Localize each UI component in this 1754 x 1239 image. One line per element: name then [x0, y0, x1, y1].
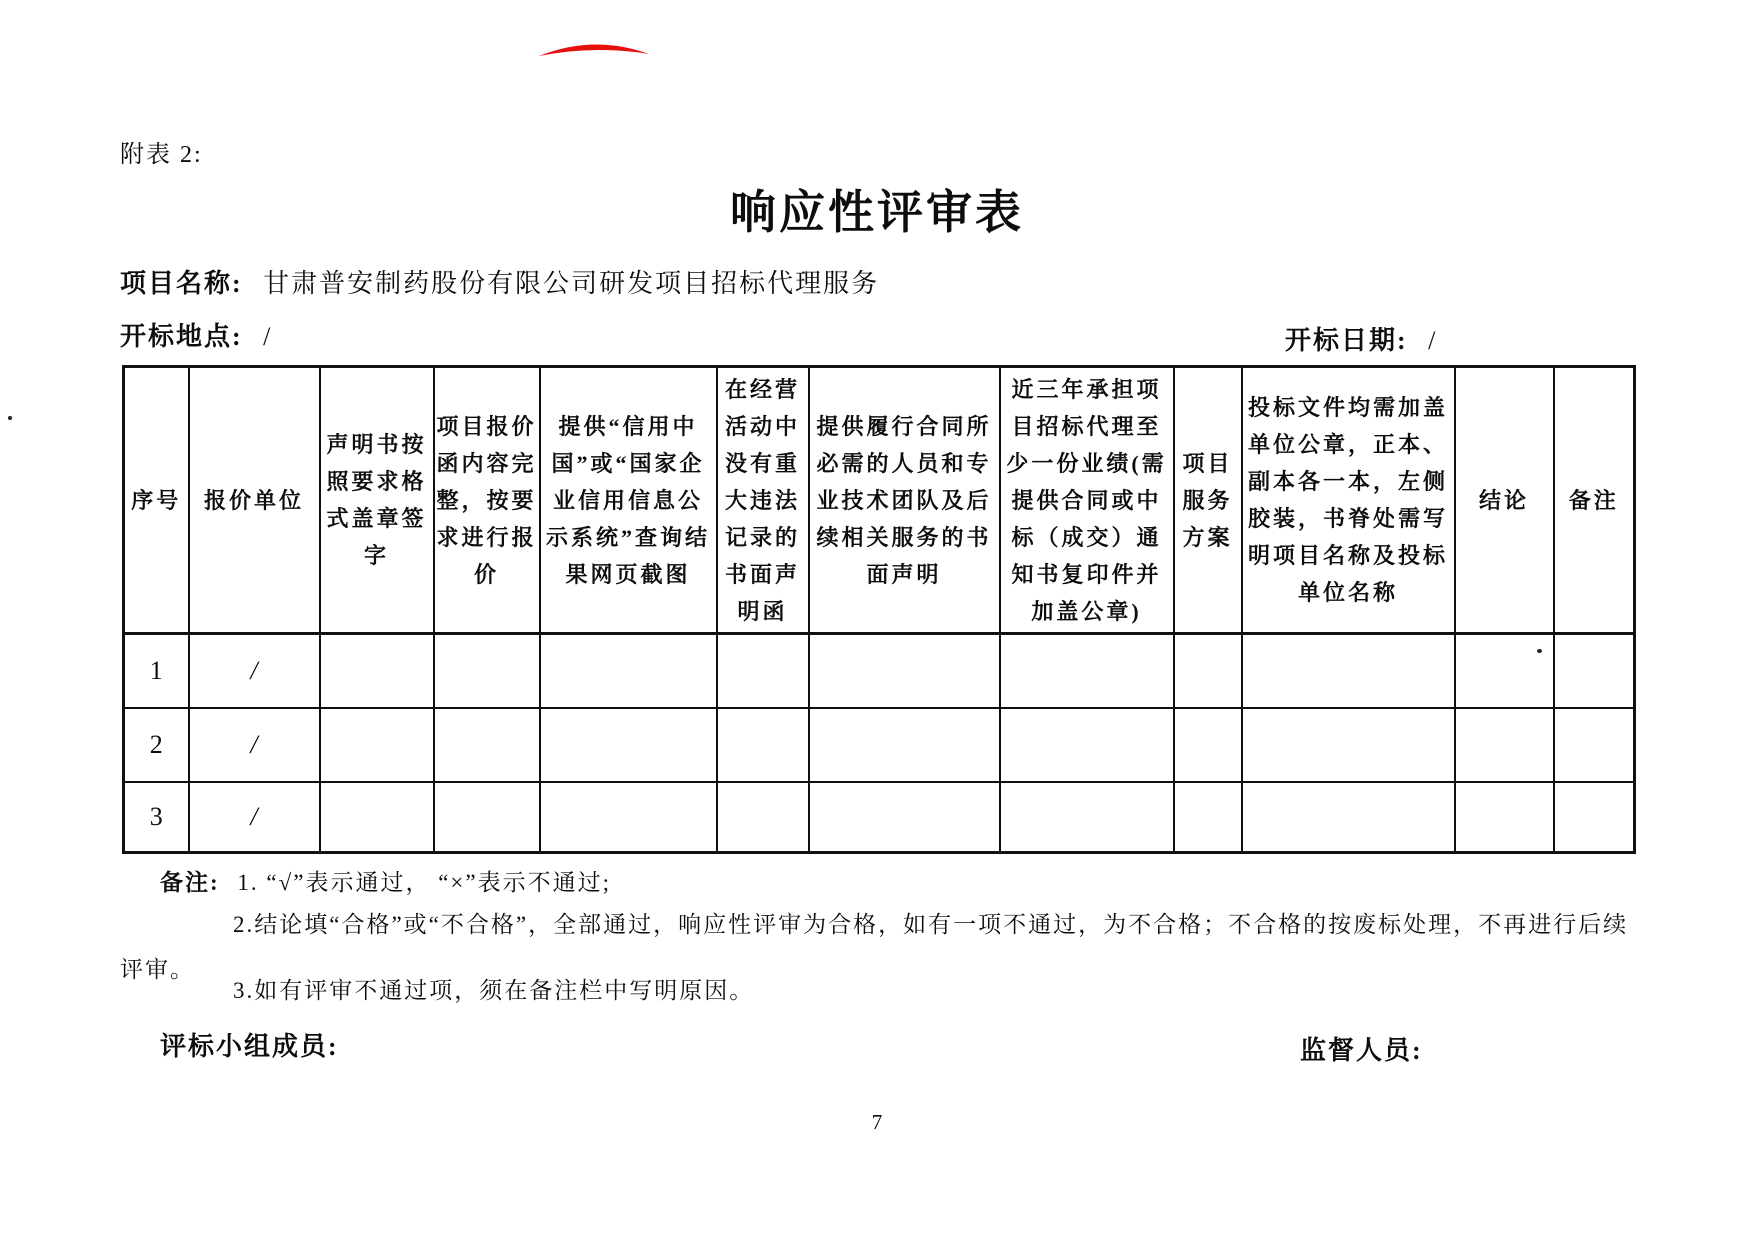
bidder-cell: /	[189, 782, 320, 853]
remarks-cell	[1554, 634, 1635, 708]
response-cell	[320, 634, 434, 708]
bid-opening-location-line	[120, 316, 272, 353]
response-cell	[320, 782, 434, 853]
bidder-cell: /	[189, 708, 320, 782]
header-credit-screenshot: 提供“信用中国”或“国家企业信用信息公示系统”查询结果网页截图	[540, 367, 717, 634]
response-cell	[1242, 782, 1455, 853]
response-cell	[540, 634, 717, 708]
response-cell	[320, 708, 434, 782]
response-cell	[1174, 634, 1242, 708]
project-name-value: 甘肃普安制药股份有限公司研发项目招标代理服务	[263, 269, 880, 298]
page-number: 7	[871, 1110, 883, 1134]
notes-label: 备注:	[160, 870, 220, 895]
seq-cell: 1	[124, 634, 189, 708]
header-personnel-team: 提供履行合同所必需的人员和专业技术团队及后续相关服务的书面声明	[809, 367, 1000, 634]
header-row	[124, 367, 1635, 634]
document-title: 响应性评审表	[730, 187, 1024, 238]
bid-opening-date-label: 开标日期:	[1285, 326, 1408, 355]
header-service-plan: 项目服务方案	[1174, 367, 1242, 634]
bid-opening-date-line	[1285, 320, 1437, 357]
table-row	[124, 634, 1635, 708]
response-cell	[540, 782, 717, 853]
seq-cell: 2	[124, 708, 189, 782]
remarks-cell	[1554, 782, 1635, 853]
header-quotation-complete: 项目报价函内容完整，按要求进行报价	[434, 367, 540, 634]
response-cell	[540, 708, 717, 782]
response-cell	[1000, 634, 1174, 708]
response-cell	[434, 782, 540, 853]
header-document-binding: 投标文件均需加盖单位公章，正本、副本各一本，左侧胶装，书脊处需写明项目名称及投标单位名称	[1242, 367, 1455, 634]
note-line-1	[160, 864, 611, 897]
table-row	[124, 708, 1635, 782]
response-cell	[717, 634, 809, 708]
appendix-label: 附表 2:	[120, 142, 203, 168]
response-cell	[809, 782, 1000, 853]
project-name-line	[120, 263, 879, 300]
red-pen-mark	[535, 33, 653, 61]
seq-cell: 3	[124, 782, 189, 853]
note-item-1: 1. “√”表示通过， “×”表示不通过;	[237, 870, 611, 895]
conclusion-cell	[1455, 634, 1554, 708]
response-cell	[809, 634, 1000, 708]
evaluation-team-label: 评标小组成员:	[160, 1032, 339, 1061]
header-bidder: 报价单位	[189, 367, 320, 634]
conclusion-cell	[1455, 782, 1554, 853]
review-table	[122, 365, 1636, 854]
response-cell	[1000, 782, 1174, 853]
remarks-cell	[1554, 708, 1635, 782]
header-seq: 序号	[124, 367, 189, 634]
header-no-violation: 在经营活动中没有重大违法记录的书面声明函	[717, 367, 809, 634]
header-past-performance: 近三年承担项目招标代理至少一份业绩(需提供合同或中标（成交）通知书复印件并加盖公章)	[1000, 367, 1174, 634]
scan-artifact-dot	[1537, 649, 1542, 653]
bid-opening-location-label: 开标地点:	[120, 322, 243, 351]
response-cell	[1000, 708, 1174, 782]
table-row	[124, 782, 1635, 853]
response-cell	[434, 708, 540, 782]
supervisor-label: 监督人员:	[1300, 1036, 1423, 1065]
response-cell	[1174, 782, 1242, 853]
conclusion-cell	[1455, 708, 1554, 782]
review-table-container	[122, 365, 1636, 854]
note-item-3: 3.如有评审不通过项，须在备注栏中写明原因。	[233, 978, 755, 1003]
header-declaration-stamp: 声明书按照要求格式盖章签字	[320, 367, 434, 634]
header-conclusion: 结论	[1455, 367, 1554, 634]
response-cell	[434, 634, 540, 708]
response-cell	[1174, 708, 1242, 782]
header-remarks: 备注	[1554, 367, 1635, 634]
response-cell	[809, 708, 1000, 782]
project-name-label: 项目名称:	[120, 269, 243, 298]
bid-opening-date-value: /	[1428, 326, 1438, 355]
response-cell	[717, 782, 809, 853]
scan-artifact-dot	[8, 416, 12, 420]
response-cell	[1242, 708, 1455, 782]
response-cell	[1242, 634, 1455, 708]
bidder-cell: /	[189, 634, 320, 708]
response-cell	[717, 708, 809, 782]
bid-opening-location-value: /	[263, 322, 273, 351]
note-item-2: 2.结论填“合格”或“不合格”，全部通过，响应性评审为合格，如有一项不通过，为不合格；不合格的按废标处理，不再进行后续评审。	[120, 912, 1629, 982]
